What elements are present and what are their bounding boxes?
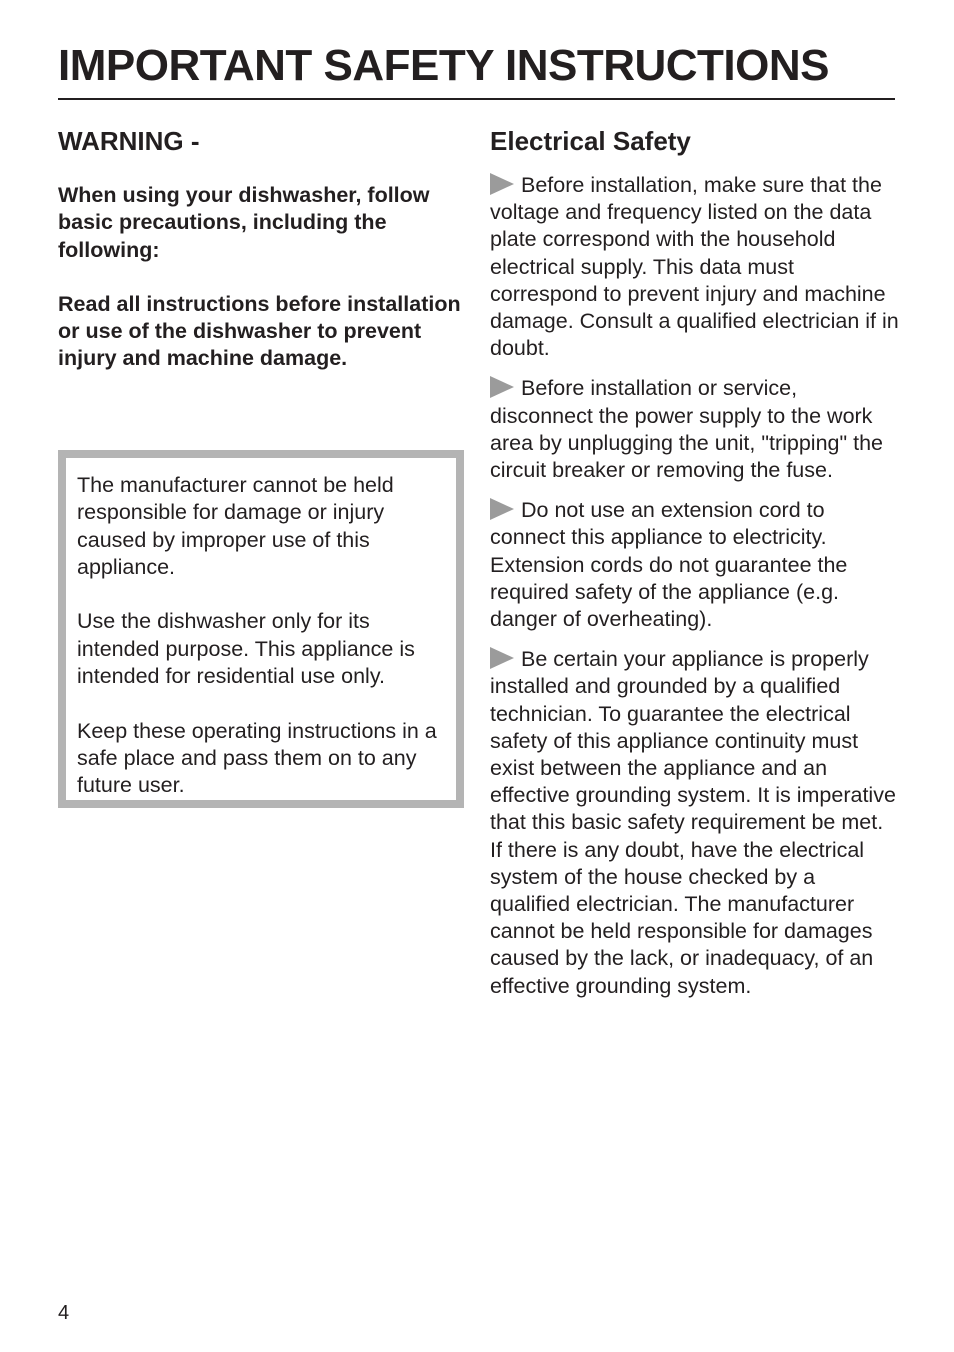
arrow-icon: [490, 498, 514, 520]
notice-box: [58, 450, 464, 808]
electrical-safety-section: [490, 124, 900, 1013]
arrow-icon: [490, 173, 514, 195]
arrow-icon: [490, 647, 514, 669]
page-title: IMPORTANT SAFETY INSTRUCTIONS: [58, 41, 829, 90]
page-number: 4: [58, 1302, 70, 1324]
electrical-safety-list: [490, 172, 900, 1000]
list-item-text: Before installation, make sure that the voltage and frequency listed on the data plate correspond with the household electrical supply. This data must correspond to prevent injury and machine damage. Consult a qualified electrician if in doubt.: [490, 173, 899, 361]
arrow-icon: [490, 376, 514, 398]
list-item: [490, 172, 900, 362]
list-item-text: Do not use an extension cord to connect this appliance to electricity. Extension cords do not guarantee the required safety of the appliance (e.g. danger of overheating).: [490, 498, 848, 632]
list-item-text: Be certain your appliance is properly installed and grounded by a qualified technician. To guarantee the electrical safety of this appliance continuity must exist between the appliance and an effective grounding system. It is imperative that this basic safety requirement be met. If there is any doubt, have the electrical system of the house checked by a qualified electrician. The manufacturer cannot be held responsible for damages caused by the lack, or inadequacy, of an effective grounding system.: [490, 647, 896, 998]
warning-intro: When using your dishwasher, follow basic precautions, including the following:: [58, 183, 430, 262]
title-divider: [58, 98, 895, 100]
warning-heading: WARNING -: [58, 126, 200, 156]
warning-section: [58, 124, 464, 373]
notice-paragraph: Keep these operating instructions in a safe place and pass them on to any future user.: [77, 718, 437, 798]
notice-paragraph: Use the dishwasher only for its intended purpose. This appliance is intended for residential use only.: [77, 609, 415, 689]
notice-paragraph: The manufacturer cannot be held responsible for damage or injury caused by improper use of this appliance.: [77, 473, 394, 579]
list-item: [490, 646, 900, 1000]
warning-read-all: Read all instructions before installation or use of the dishwasher to prevent injury and machine damage.: [58, 291, 461, 371]
list-item: [490, 497, 900, 633]
list-item-text: Before installation or service, disconnect the power supply to the work area by unplugging the unit, "tripping" the circuit breaker or removing the fuse.: [490, 376, 883, 483]
electrical-safety-heading: Electrical Safety: [490, 126, 691, 156]
list-item: [490, 375, 900, 484]
